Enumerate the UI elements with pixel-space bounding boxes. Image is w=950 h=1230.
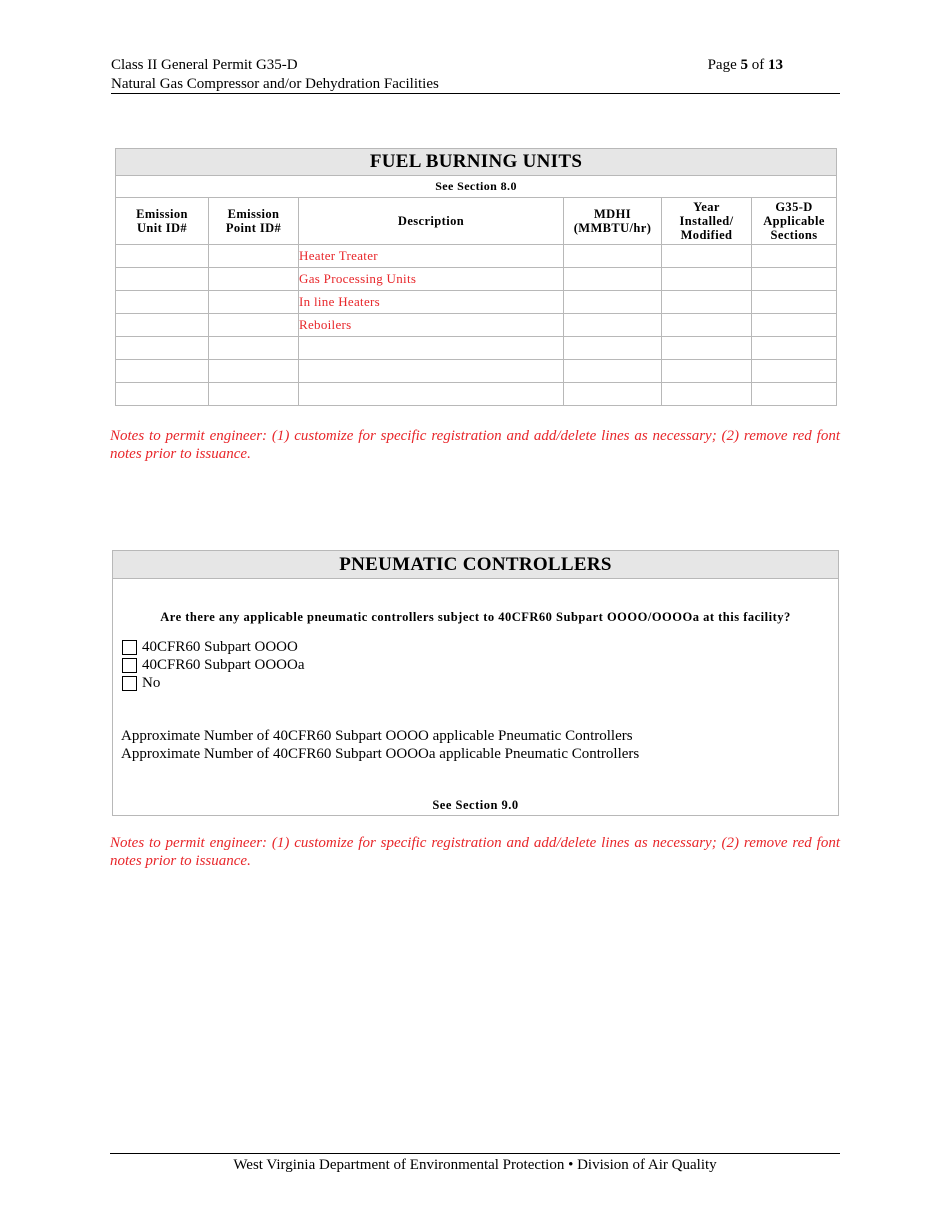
checkbox-label: 40CFR60 Subpart OOOO bbox=[142, 639, 298, 655]
description-cell[interactable] bbox=[299, 337, 564, 360]
pneumatic-question: Are there any applicable pneumatic controllers subject to 40CFR60 Subpart OOOO/OOOOa at this facility? bbox=[160, 610, 791, 624]
checkbox-no[interactable] bbox=[122, 674, 160, 692]
page-footer: West Virginia Department of Environmental Protection • Division of Air Quality bbox=[233, 1157, 717, 1173]
description-cell[interactable]: In line Heaters bbox=[299, 291, 564, 314]
header-rule bbox=[111, 93, 840, 94]
permit-engineer-note: Notes to permit engineer: (1) customize for specific registration and add/delete lines as necessary; (2) remove red font notes prior to issuance. bbox=[110, 835, 840, 869]
approx-count-oooo: Approximate Number of 40CFR60 Subpart OOOO applicable Pneumatic Controllers bbox=[121, 728, 633, 744]
approx-count-ooooa: Approximate Number of 40CFR60 Subpart OOOOa applicable Pneumatic Controllers bbox=[121, 746, 640, 762]
description-cell[interactable] bbox=[299, 383, 564, 406]
col-g35d-sections: G35-D Applicable Sections bbox=[752, 198, 837, 245]
pneumatic-section-ref: See Section 9.0 bbox=[432, 798, 519, 812]
fuel-burning-section-ref: See Section 8.0 bbox=[116, 176, 837, 198]
page-prefix: Page bbox=[707, 57, 737, 73]
table-row bbox=[116, 268, 837, 291]
table-header-row bbox=[116, 198, 837, 245]
description-cell[interactable]: Reboilers bbox=[299, 314, 564, 337]
pneumatic-title: PNEUMATIC CONTROLLERS bbox=[113, 551, 838, 579]
page-of: of bbox=[751, 57, 765, 73]
col-emission-unit-id: Emission Unit ID# bbox=[116, 198, 209, 245]
description-cell[interactable] bbox=[299, 360, 564, 383]
checkbox-label: 40CFR60 Subpart OOOOa bbox=[142, 657, 305, 673]
description-cell[interactable]: Gas Processing Units bbox=[299, 268, 564, 291]
table-row bbox=[116, 314, 837, 337]
pneumatic-controllers-section bbox=[112, 550, 839, 816]
page-total: 13 bbox=[768, 57, 783, 73]
table-row bbox=[116, 360, 837, 383]
table-row bbox=[116, 383, 837, 406]
permit-title: Class II General Permit G35-D bbox=[111, 57, 298, 73]
checkbox-label: No bbox=[142, 675, 161, 691]
checkbox-icon[interactable] bbox=[122, 658, 137, 673]
table-row bbox=[116, 291, 837, 314]
fuel-burning-title: FUEL BURNING UNITS bbox=[116, 149, 837, 176]
checkbox-icon[interactable] bbox=[122, 640, 137, 655]
checkbox-subpart-ooooa[interactable] bbox=[122, 656, 305, 674]
footer-rule bbox=[110, 1153, 840, 1154]
checkbox-subpart-oooo[interactable] bbox=[122, 638, 298, 656]
col-mdhi: MDHI (MMBTU/hr) bbox=[564, 198, 662, 245]
table-row bbox=[116, 337, 837, 360]
col-description: Description bbox=[299, 198, 564, 245]
permit-engineer-note: Notes to permit engineer: (1) customize for specific registration and add/delete lines as necessary; (2) remove red font notes prior to issuance. bbox=[110, 428, 840, 462]
col-emission-point-id: Emission Point ID# bbox=[209, 198, 299, 245]
page-number bbox=[708, 56, 783, 75]
page-header bbox=[111, 56, 840, 94]
fuel-burning-units-table bbox=[115, 148, 837, 406]
description-cell[interactable]: Heater Treater bbox=[299, 245, 564, 268]
page-current: 5 bbox=[740, 57, 748, 73]
facility-type: Natural Gas Compressor and/or Dehydration Facilities bbox=[111, 76, 439, 92]
col-year: Year Installed/ Modified bbox=[662, 198, 752, 245]
table-row bbox=[116, 245, 837, 268]
checkbox-icon[interactable] bbox=[122, 676, 137, 691]
